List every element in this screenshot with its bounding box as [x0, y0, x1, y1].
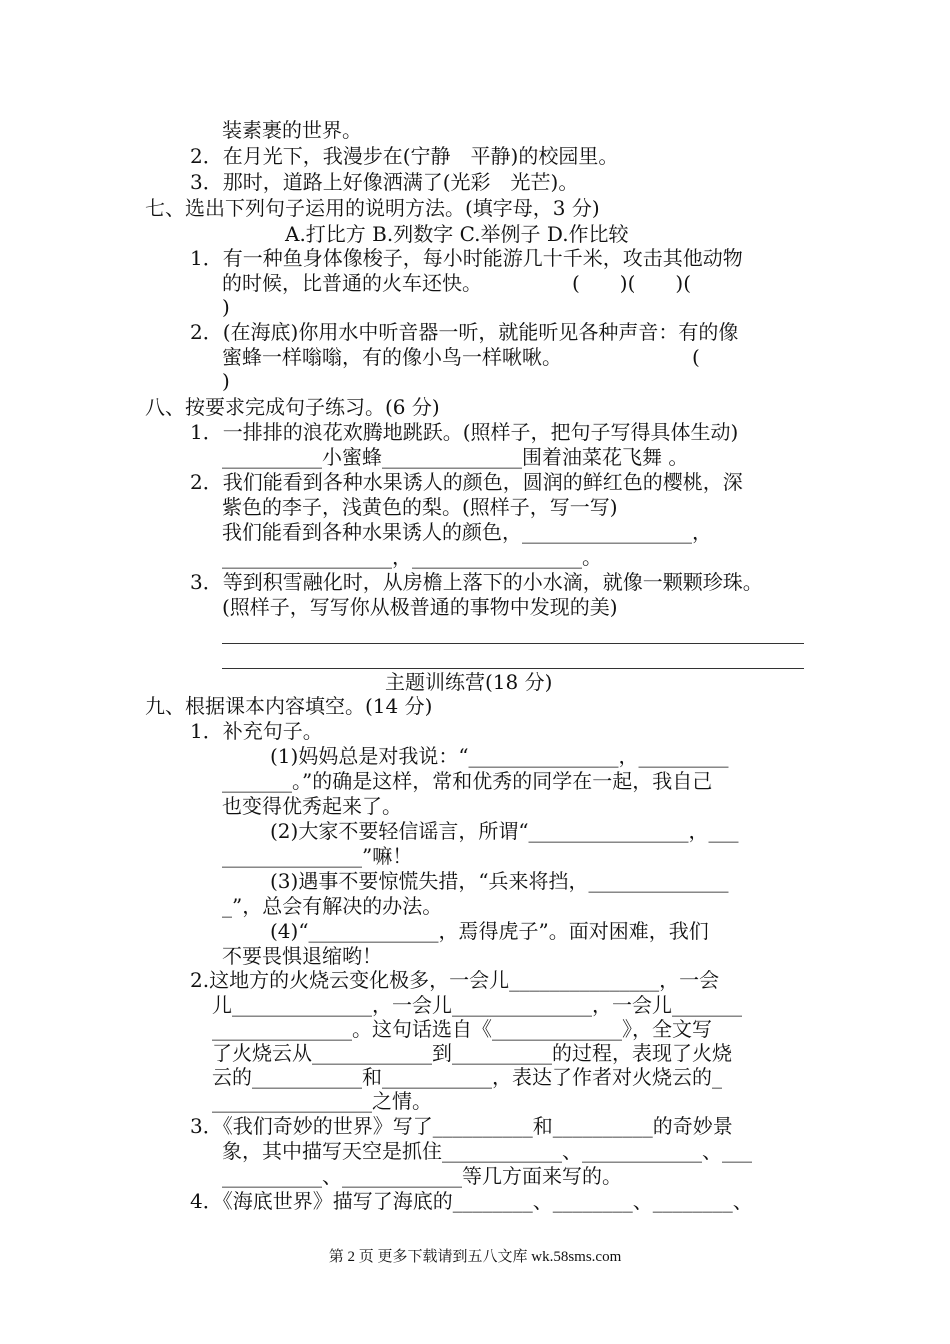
text-line-l40: 象，其中描写天空是抓住____________、____________、___ [222, 1139, 752, 1163]
text-line-l6: 1．有一种鱼身体像梭子，每小时能游几十千米，攻击其他动物 [190, 246, 743, 270]
text-line-l36: 了火烧云从____________到__________的过程，表现了火烧 [212, 1041, 732, 1065]
answer-line-1[interactable] [222, 643, 804, 644]
text-line-l21: 主题训练营(18 分) [385, 670, 553, 694]
text-line-l20: (照样子，写写你从极普通的事物中发现的美) [222, 595, 618, 619]
text-line-l11: ) [222, 369, 230, 393]
text-line-l22: 九、根据课本内容填空。(14 分) [145, 694, 433, 718]
text-line-l30: _”，总会有解决的办法。 [222, 894, 443, 918]
answer-line-2[interactable] [222, 668, 804, 669]
text-line-l1: 装素裹的世界。 [222, 118, 362, 142]
text-line-l29: (3)遇事不要惊慌失措，“兵来将挡，______________ [270, 869, 729, 893]
text-line-l9: 2．(在海底)你用水中听音器一听，就能听见各种声音：有的像 [190, 320, 739, 344]
text-line-l35: ______________。这句话选自《_____________》，全文写 [212, 1017, 712, 1041]
text-line-l7: 的时候，比普通的火车还快。 ( )( )( [222, 271, 692, 295]
text-line-l19: 3．等到积雪融化时，从房檐上落下的小水滴，就像一颗颗珍珠。 [190, 570, 763, 594]
text-line-l37: 云的___________和___________，表达了作者对火烧云的_ [212, 1065, 722, 1089]
text-line-l32: 不要畏惧退缩哟！ [222, 944, 382, 968]
text-line-l27: (2)大家不要轻信谣言，所谓“________________，___ [270, 819, 739, 843]
text-line-l2: 2．在月光下，我漫步在(宁静 平静)的校园里。 [190, 144, 619, 168]
text-line-l13: 1．一排排的浪花欢腾地跳跃。(照样子，把句子写得具体生动) [190, 420, 739, 444]
text-line-l10: 蜜蜂一样嗡嗡，有的像小鸟一样啾啾。 ( [222, 345, 700, 369]
text-line-l18: _________________，_________________。 [222, 545, 602, 569]
text-line-l42: 4．《海底世界》描写了海底的________、________、________、 [190, 1189, 753, 1213]
text-line-l8: ) [222, 295, 230, 319]
text-line-l23: 1．补充句子。 [190, 719, 323, 743]
text-line-l24: (1)妈妈总是对我说：“_______________，_________ [270, 744, 729, 768]
text-line-l38: ________________之情。 [212, 1089, 432, 1113]
text-line-l34: 儿______________，一会儿______________，一会儿_______ [212, 993, 742, 1017]
text-line-l12: 八、按要求完成句子练习。(6 分) [145, 395, 440, 419]
text-line-l26: 也变得优秀起来了。 [222, 794, 402, 818]
text-line-l5: A.打比方 B.列数字 C.举例子 D.作比较 [285, 222, 629, 246]
text-line-l39: 3．《我们奇妙的世界》写了__________和__________的奇妙景 [190, 1114, 733, 1138]
text-line-l16: 紫色的李子，浅黄色的梨。(照样子，写一写) [222, 495, 618, 519]
text-line-l3: 3．那时，道路上好像洒满了(光彩 光芒)。 [190, 170, 579, 194]
text-line-l25: _______。”的确是这样，常和优秀的同学在一起，我自己 [222, 769, 713, 793]
text-line-l28: ______________”嘛！ [222, 844, 413, 868]
text-line-l17: 我们能看到各种水果诱人的颜色，_________________， [222, 520, 712, 544]
page-footer: 第 2 页 更多下载请到五八文库 wk.58sms.com [328, 1249, 622, 1265]
text-line-l4: 七、选出下列句子运用的说明方法。(填字母，3 分) [145, 196, 600, 220]
text-line-l41: __________、____________等几方面来写的。 [222, 1164, 622, 1188]
text-line-l15: 2．我们能看到各种水果诱人的颜色，圆润的鲜红色的樱桃，深 [190, 470, 743, 494]
text-line-l33: 2.这地方的火烧云变化极多，一会儿_______________，一会 [190, 968, 720, 992]
text-line-l14: __________小蜜蜂______________围着油菜花飞舞 。 [222, 445, 689, 469]
text-line-l31: (4)“_____________，焉得虎子”。面对困难，我们 [270, 919, 709, 943]
